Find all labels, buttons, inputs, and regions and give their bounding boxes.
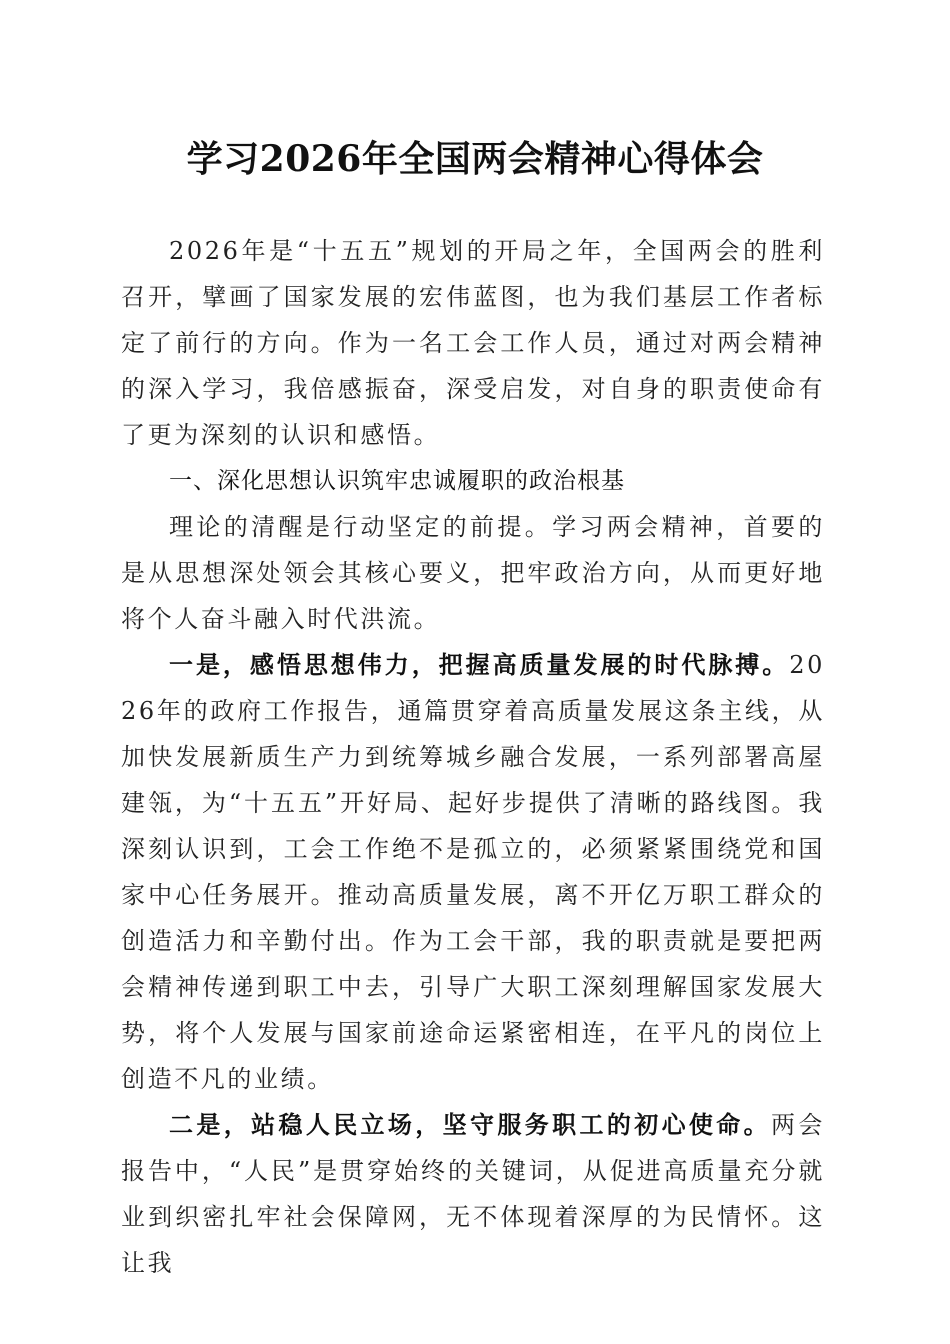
point-one-lead: 一是，感悟思想伟力，把握高质量发展的时代脉搏。	[169, 650, 790, 679]
point-one-body: 2026年的政府工作报告，通篇贯穿着高质量发展这条主线，从加快发展新质生产力到统筹城乡融合发展，一系列部署高屋建瓴，为“十五五”开好局、起好步提供了清晰的路线图。我深刻认识到，工会工作绝不是孤立的，必须紧紧围绕党和国家中心任务展开。推动高质量发展，离不开亿万职工群众的创造活力和辛勤付出。作为工会干部，我的职责就是要把两会精神传递到职工中去，引导广大职工深刻理解国家发展大势，将个人发展与国家前途命运紧密相连，在平凡的岗位上创造不凡的业绩。	[121, 651, 825, 1093]
point-two-lead: 二是，站稳人民立场，坚守服务职工的初心使命。	[169, 1110, 772, 1139]
document-title: 学习2026年全国两会精神心得体会	[186, 138, 764, 180]
section-intro-paragraph: 理论的清醒是行动坚定的前提。学习两会精神，首要的是从思想深处领会其核心要义，把牢政治方向，从而更好地将个人奋斗融入时代洪流。	[121, 513, 825, 633]
point-two-paragraph	[121, 1102, 825, 1286]
section-heading: 一、深化思想认识筑牢忠诚履职的政治根基	[169, 468, 625, 494]
intro-paragraph: 2026年是“十五五”规划的开局之年，全国两会的胜利召开，擘画了国家发展的宏伟蓝图，也为我们基层工作者标定了前行的方向。作为一名工会工作人员，通过对两会精神的深入学习，我倍感振奋，深受启发，对自身的职责使命有了更为深刻的认识和感悟。	[121, 237, 825, 449]
document-body	[121, 228, 825, 1286]
point-one-paragraph	[121, 642, 825, 1102]
point-two-body: 两会报告中，“人民”是贯穿始终的关键词，从促进高质量充分就业到织密扎牢社会保障网，无不体现着深厚的为民情怀。这让我	[121, 1111, 825, 1277]
